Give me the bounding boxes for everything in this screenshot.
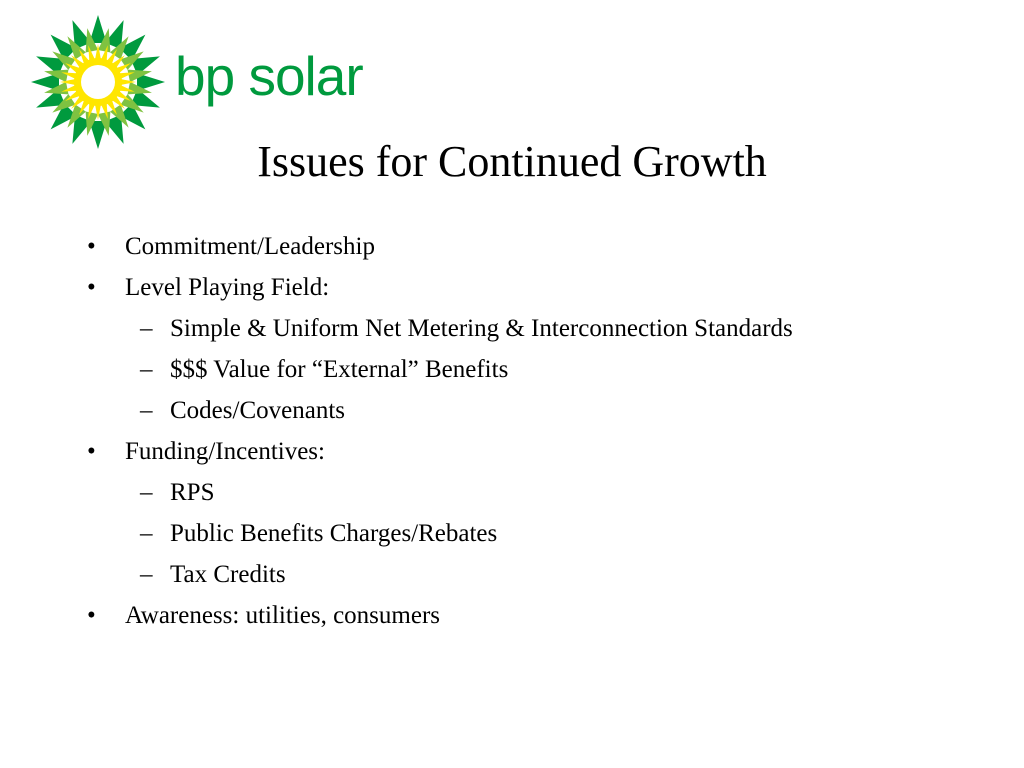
bullet-marker: •	[87, 233, 96, 260]
bullet-item	[0, 431, 1024, 472]
slide-title: Issues for Continued Growth	[257, 137, 767, 186]
bullet-marker: •	[87, 602, 96, 629]
sub-bullet-item	[0, 513, 1024, 554]
bullet-item	[0, 226, 1024, 267]
bullet-text: Tax Credits	[170, 561, 286, 588]
dash-marker: –	[140, 520, 153, 547]
sub-bullet-item	[0, 472, 1024, 513]
sub-bullet-item	[0, 554, 1024, 595]
bullet-text: Commitment/Leadership	[125, 233, 375, 260]
bullet-text: Awareness: utilities, consumers	[125, 602, 441, 629]
bullet-text: Public Benefits Charges/Rebates	[170, 520, 498, 547]
dash-marker: –	[140, 315, 153, 342]
sub-bullet-item	[0, 308, 1024, 349]
logo-wordmark: bp solar	[175, 45, 363, 107]
bullet-text: RPS	[170, 479, 215, 506]
dash-marker: –	[140, 561, 153, 588]
dash-marker: –	[140, 397, 153, 424]
bp-solar-logo	[30, 14, 390, 150]
bullet-text: Simple & Uniform Net Metering & Interconnection Standards	[170, 315, 793, 342]
bullet-marker: •	[87, 438, 96, 465]
bullet-text: Level Playing Field:	[125, 274, 330, 301]
bullet-text: $$$ Value for “External” Benefits	[170, 356, 509, 383]
dash-marker: –	[140, 356, 153, 383]
sun-core	[81, 65, 115, 99]
bullet-text: Funding/Incentives:	[125, 438, 325, 465]
bullet-item	[0, 595, 1024, 636]
bullet-item	[0, 267, 1024, 308]
sub-bullet-item	[0, 390, 1024, 431]
helios-sunburst-icon	[30, 14, 166, 150]
bullet-text: Codes/Covenants	[170, 397, 345, 424]
bullet-list	[0, 226, 1024, 636]
sub-bullet-item	[0, 349, 1024, 390]
bullet-marker: •	[87, 274, 96, 301]
dash-marker: –	[140, 479, 153, 506]
